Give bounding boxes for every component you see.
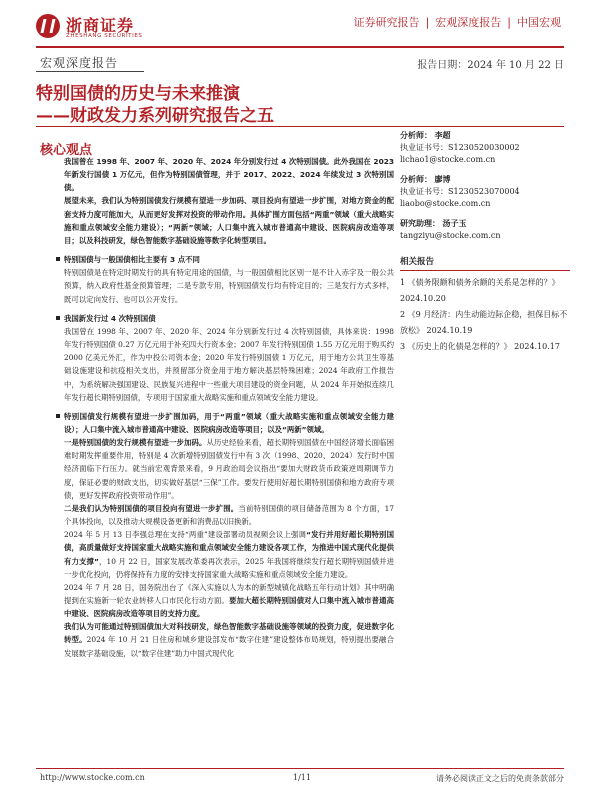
analyst-card xyxy=(400,174,570,210)
related-report-link[interactable]: 3 《历史上的化债是怎样的？》 2024.10.17 xyxy=(400,342,560,351)
analyst-card xyxy=(400,218,570,242)
main-body xyxy=(64,155,394,660)
related-report-link[interactable]: 1 《债务限额和债务余额的关系是怎样的？》 2024.10.20 xyxy=(400,278,560,303)
section-paragraph xyxy=(64,620,394,659)
section-heading: 我国新发行过 4 次特别国债 xyxy=(64,312,394,325)
related-reports-heading: 相关报告 xyxy=(400,256,570,271)
paragraph-text: ，10 月 22 日，国家发展改革委再次表示，2025 年我国将继续发行超长期特别国债并进一步优化投向，仍将保持有力度的安排支持国家重大战略实施和重点领域安全能力建设。 xyxy=(64,556,394,579)
analyst-role: 研究助理： xyxy=(400,219,440,228)
paragraph-text: 从历史经验来看，超长期特别国债在中国经济增长面临困难时期发挥重要作用，特别是 4 次新增特别国债发行中有 3 次（1998、2020、2024）发行时中国经济面临下行压力。就当前宏观背景来看，9 月政治局会议指出“要加大财政货币政策逆周期调节力度，保证必要的财政支出，切实做好基层“三保”工作。要发行使用好超长期特别国债和地方政府专项债，更好发挥政府投资带动作用”。 xyxy=(64,438,394,500)
section-paragraph: 我国曾在 1998 年、2007 年、2020 年、2024 年分别新发行过 4 次特别国债，具体来说：1998 年发行特别国债 0.27 万亿元用于补充四大行资本金；2007 年发行特别国债 1.55 万亿元用于购买约 2000 亿美元外汇，作为中投公司资本金；2020 年发行特别国债 1 万亿元，用于地方公共卫生等基础设施建设和抗疫相关支出，并预留部分资金用于地方解决基层特殊困难；2024 年政府工作报告中，为系统解决强国建设、民族复兴进程中一些重大项目建设的资金问题，从 2024 年开始拟连续几年发行超长期特别国债，专项用于国家重大战略实施和重点领域安全能力建设。 xyxy=(64,326,394,402)
analyst-card xyxy=(400,130,570,166)
analyst-name: 李超 xyxy=(434,131,451,140)
summary-paragraph: 我国曾在 1998 年、2007 年、2020 年、2024 年分别发行过 4 次特别国债。此外我国在 2023 年新发行国债 1 万亿元，但作为特别国债管理，并于 2017、2022、2024 年续发过 3 次特别国债。 xyxy=(64,157,394,193)
header-divider xyxy=(36,46,564,48)
outlook-paragraph xyxy=(64,194,394,247)
section-paragraph xyxy=(64,502,394,528)
header-categories xyxy=(351,14,564,30)
footer-divider xyxy=(36,768,564,769)
logo-mark-icon xyxy=(36,14,60,38)
section-paragraph xyxy=(64,436,394,502)
paragraph-text: 2024 年 5 月 13 日李强总理在支持“两重”建设部署动员视频会议上强调 xyxy=(64,530,307,540)
analyst-name: 廖博 xyxy=(434,175,451,184)
header-separator: | xyxy=(507,16,511,29)
core-views-heading: 核心观点 xyxy=(40,143,93,158)
page-subtitle: ——财政发力系列研究报告之五 xyxy=(36,106,274,126)
section-heading: 特别国债发行规模有望进一步扩围加码，用于“两重”领域（重大战略实施和重点领域安全能力建设）；人口集中流入城市普通高中建设、医院病房改造等项目；以及“两新”领域。 xyxy=(64,410,394,436)
paragraph-text: 当前特别国债的项目储备范围为 8 个方面，17 个具体投向，以及推动大规模设备更新和消费品以旧换新。 xyxy=(64,503,394,527)
bold-lead: 二是我们认为特别国债的项目投向有望进一步扩围。 xyxy=(64,503,239,513)
report-type: 宏观深度报告 xyxy=(40,56,119,70)
analyst-email[interactable]: tangziyu@stocke.com.cn xyxy=(400,231,501,240)
header-category: 宏观深度报告 xyxy=(435,16,502,29)
analyst-cert: 执业证书号：S1230523070004 xyxy=(400,187,520,196)
brand-name: 浙商证券 xyxy=(66,16,135,35)
sidebar xyxy=(400,130,570,355)
section-heading: 特别国债与一般国债相比主要有 3 点不同 xyxy=(64,253,394,266)
analyst-cert: 执业证书号：S1230520030002 xyxy=(400,143,520,152)
title-divider xyxy=(36,126,564,127)
analyst-email[interactable]: lichao1@stocke.com.cn xyxy=(400,155,496,164)
bold-lead: 一是特别国债的发行规模有望进一步加码。 xyxy=(64,438,207,448)
brand-name-en: ZHESHANG SECURITIES xyxy=(66,33,143,39)
section-paragraph xyxy=(64,528,394,581)
section-paragraph: 特别国债是在特定时期发行的具有特定用途的国债，与一般国债相比区别一是不计入赤字及一般公共预算，纳入政府性基金预算管理；二是专款专用，特别国债发行均有特定目的；三是发行方式多样，既可以定向发行、也可以公开发行。 xyxy=(64,268,394,304)
page-number: 1/11 xyxy=(293,773,311,782)
related-report-link[interactable]: 2 《9 月经济：内生动能边际企稳，担保目标不放松》 2024.10.19 xyxy=(400,310,568,335)
analyst-name: 汤子玉 xyxy=(442,219,467,228)
analyst-role: 分析师： xyxy=(400,175,432,184)
bold-quote: “发行并用好超长期特别国债，高质量做好支持国家重大战略实施和重点领域安全能力建设各项工作，为推进中国式现代化提供有力支撑” xyxy=(64,530,395,566)
report-date: 报告日期：2024 年 10 月 22 日 xyxy=(417,60,564,71)
outlook-text: 展望未来，我们认为特别国债发行规模有望进一步加码、项目投向有望进一步扩围，对地方资金的配套支持力度可能加大，从而更好发挥对投资的带动作用。具体扩围方面包括“两重”领域（重大战略实施和重点领域安全能力建设）；“两新”领域；人口集中流入城市普通高中建设、医院病房改造等项目；以及科技研发，绿色智能数字基础设施等数字化转型项目。 xyxy=(64,196,394,245)
footer-url-link[interactable]: http://www.stocke.com.cn xyxy=(40,773,145,782)
bold-lead: 我们认为可能通过特别国债加大对科技研发，绿色智能数字基础设施等领域的投资力度，促进数字化转型。 xyxy=(64,622,394,645)
brand-logo xyxy=(36,12,166,44)
analyst-role: 分析师： xyxy=(400,131,432,140)
section-paragraph xyxy=(64,581,394,620)
analyst-email[interactable]: liaobo@stocke.com.cn xyxy=(400,199,491,208)
page-title: 特别国债的历史与未来推演 xyxy=(36,84,240,104)
disclaimer-note: 请务必阅读正文之后的免责条款部分 xyxy=(436,774,564,783)
header-separator: | xyxy=(425,16,430,29)
paragraph-text: 2024 年 10 月 21 日住房和城乡建设部发布“数字住建”建设整体布局规划，特别提出要融合发展数字基础设施，以“数字住建”助力中国式现代化 xyxy=(64,635,394,658)
bold-text: 要加大超长期特别国债对人口集中流入城市普通高中建设、医院病房改造等项目的支持力度。 xyxy=(64,596,394,619)
header-category: 中国宏观 xyxy=(517,16,561,29)
header-category: 证券研究报告 xyxy=(353,16,420,29)
report-type-underline xyxy=(36,71,144,72)
paragraph-text: 2024 年 7 月 28 日，国务院出台了《深入实施以人为本的新型城镇化战略五年行动计划》其中明确提到在实施新一轮农业转移人口市民化行动方面。 xyxy=(64,582,394,605)
